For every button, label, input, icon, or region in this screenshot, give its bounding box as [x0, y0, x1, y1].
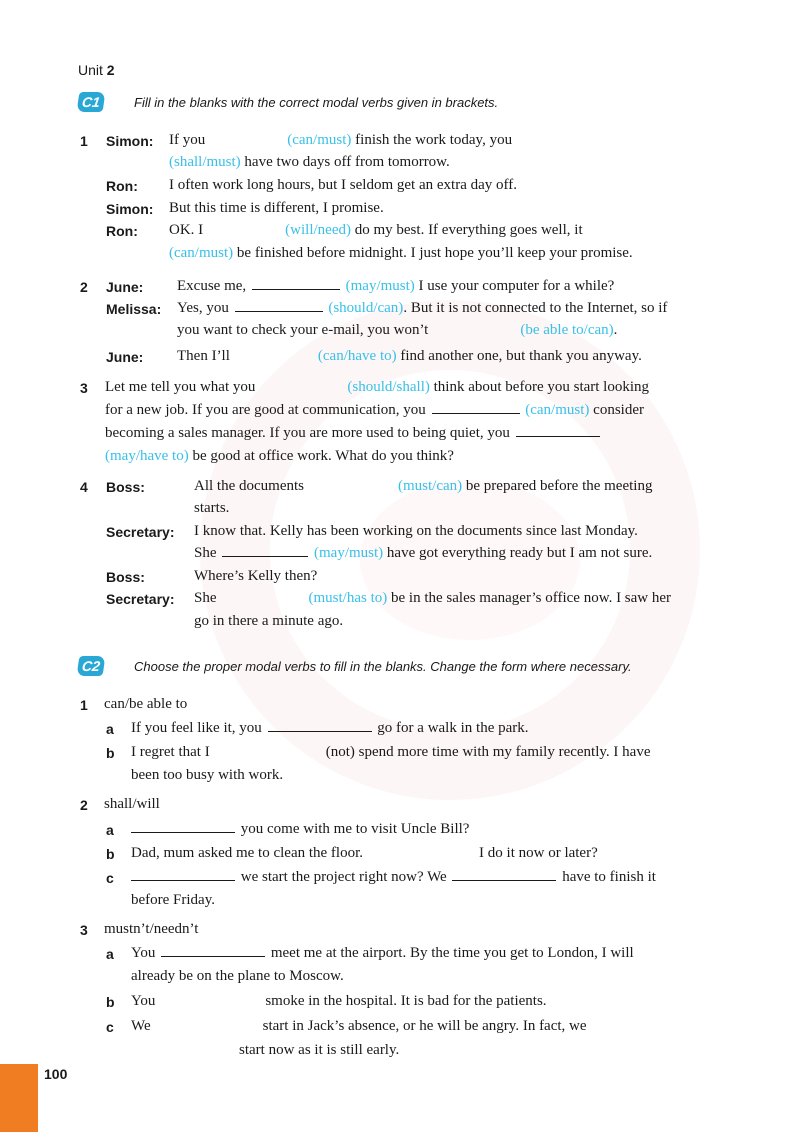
c1-q4-line2: starts. [194, 500, 230, 516]
c2-g3-b: You smoke in the hospital. It is bad for the patients. [131, 993, 547, 1009]
c1-q1-line4: But this time is different, I promise. [169, 200, 384, 216]
item-letter-a: a [106, 721, 114, 737]
c1-q3-line3: becoming a sales manager. If you are more used to being quiet, you [105, 425, 602, 442]
c1-q1-number: 1 [80, 133, 88, 149]
speaker-melissa: Melissa: [106, 301, 162, 317]
c1-q1-line6: (can/must) be finished before midnight. I just hope you’ll keep your promise. [169, 245, 633, 261]
c2-badge: C2 [77, 656, 106, 676]
hint: (will/need) [285, 222, 351, 238]
c1-instruction: Fill in the blanks with the correct modal verbs given in brackets. [134, 95, 499, 110]
c2-g3-number: 3 [80, 922, 88, 938]
item-letter-c: c [106, 1019, 114, 1035]
hint: (should/can) [328, 300, 404, 316]
item-letter-a: a [106, 822, 114, 838]
c2-g1-a: If you feel like it, you go for a walk in the park. [131, 720, 529, 736]
hint: (may/must) [345, 278, 415, 294]
speaker-june: June: [106, 279, 144, 295]
c1-q4-line3: I know that. Kelly has been working on the documents since last Monday. [194, 523, 638, 539]
c2-g1-number: 1 [80, 697, 88, 713]
item-letter-a: a [106, 946, 114, 962]
c2-g2-heading: shall/will [104, 796, 160, 812]
answer-blank[interactable] [235, 310, 323, 312]
speaker-secretary: Secretary: [106, 591, 175, 607]
c1-q3-line4: (may/have to) be good at office work. What do you think? [105, 448, 454, 464]
answer-blank[interactable] [432, 412, 520, 414]
hint: (can/must) [287, 132, 352, 148]
answer-blank[interactable] [131, 879, 235, 881]
c1-q4-line1: All the documents (must/can) be prepared before the meeting [194, 478, 653, 494]
c1-q2-line3: you want to check your e-mail, you won’t (be able to/can). [177, 322, 618, 338]
c1-q1-line5: OK. I (will/need) do my best. If everything goes well, it [169, 222, 583, 238]
hint: (should/shall) [347, 379, 430, 395]
speaker-simon: Simon: [106, 133, 154, 149]
speaker-boss: Boss: [106, 479, 145, 495]
unit-word: Unit [78, 62, 103, 78]
speaker-simon: Simon: [106, 201, 154, 217]
c2-g2-a: you come with me to visit Uncle Bill? [131, 821, 469, 838]
answer-blank[interactable] [516, 435, 600, 437]
c2-g1-b: I regret that I (not) spend more time with my family recently. I have [131, 744, 651, 760]
c1-q3-number: 3 [80, 380, 88, 396]
hint: (must/can) [397, 478, 463, 494]
answer-blank[interactable] [131, 831, 235, 833]
c2-g3-a-cont: already be on the plane to Moscow. [131, 968, 344, 984]
speaker-june: June: [106, 349, 144, 365]
c1-q3-line1: Let me tell you what you (should/shall) think about before you start looking [105, 379, 650, 395]
speaker-ron: Ron: [106, 178, 138, 194]
answer-blank[interactable] [452, 879, 556, 881]
hint: (can/must) [169, 245, 234, 261]
item-letter-c: c [106, 870, 114, 886]
c1-q2-line1: Excuse me, (may/must) I use your computer for a while? [177, 278, 615, 294]
c1-q2-line4: Then I’ll (can/have to) find another one, but thank you anyway. [177, 348, 642, 364]
c2-g2-b: Dad, mum asked me to clean the floor. I do it now or later? [131, 845, 598, 861]
c1-q3-line2: for a new job. If you are good at communication, you (can/must) consider [105, 402, 644, 418]
c1-q2-number: 2 [80, 279, 88, 295]
c2-g2-number: 2 [80, 797, 88, 813]
speaker-ron: Ron: [106, 223, 138, 239]
hint: (be able to/can) [520, 322, 614, 338]
hint: (shall/must) [169, 154, 241, 170]
unit-number: 2 [106, 62, 115, 78]
c1-q4-number: 4 [80, 479, 88, 495]
c2-g3-c-cont: start now as it is still early. [239, 1042, 400, 1058]
hint: (can/have to) [317, 348, 397, 364]
speaker-boss: Boss: [106, 569, 145, 585]
page-number: 100 [44, 1066, 68, 1082]
c1-q4-line7: go in there a minute ago. [194, 613, 344, 629]
c2-g1-b-cont: been too busy with work. [131, 767, 284, 783]
speaker-secretary: Secretary: [106, 524, 175, 540]
c1-q1-line2: (shall/must) have two days off from tomorrow. [169, 154, 450, 170]
item-letter-b: b [106, 745, 115, 761]
answer-blank[interactable] [268, 730, 372, 732]
c1-q4-line4: She (may/must) have got everything ready but I am not sure. [194, 545, 653, 561]
hint: (may/must) [314, 545, 384, 561]
hint: (may/have to) [105, 448, 189, 464]
c1-q1-line3: I often work long hours, but I seldom get an extra day off. [169, 177, 517, 193]
item-letter-b: b [106, 994, 115, 1010]
c1-q1-line1: If you (can/must) finish the work today, you [169, 132, 513, 148]
c2-g1-heading: can/be able to [104, 696, 188, 712]
item-letter-b: b [106, 846, 115, 862]
c1-q2-line2: Yes, you (should/can). But it is not connected to the Internet, so if [177, 300, 668, 316]
c1-q4-line6: She (must/has to) be in the sales manager’s office now. I saw her [194, 590, 672, 606]
c2-g2-c-cont: before Friday. [131, 892, 215, 908]
c2-g2-c: we start the project right now? We have to finish it [131, 869, 656, 886]
hint: (must/has to) [308, 590, 388, 606]
answer-blank[interactable] [252, 288, 340, 290]
answer-blank[interactable] [222, 555, 308, 557]
c2-g3-heading: mustn’t/needn’t [104, 921, 199, 937]
answer-blank[interactable] [161, 955, 265, 957]
c1-badge: C1 [77, 92, 106, 112]
c2-g3-a: You meet me at the airport. By the time you get to London, I will [131, 945, 634, 961]
c2-instruction: Choose the proper modal verbs to fill in the blanks. Change the form where necessary. [134, 659, 632, 674]
page-tab [0, 1064, 38, 1132]
c2-g3-c: We start in Jack’s absence, or he will be angry. In fact, we [131, 1018, 587, 1034]
hint: (can/must) [525, 402, 590, 418]
unit-header [78, 62, 115, 78]
c1-q4-line5: Where’s Kelly then? [194, 568, 318, 584]
